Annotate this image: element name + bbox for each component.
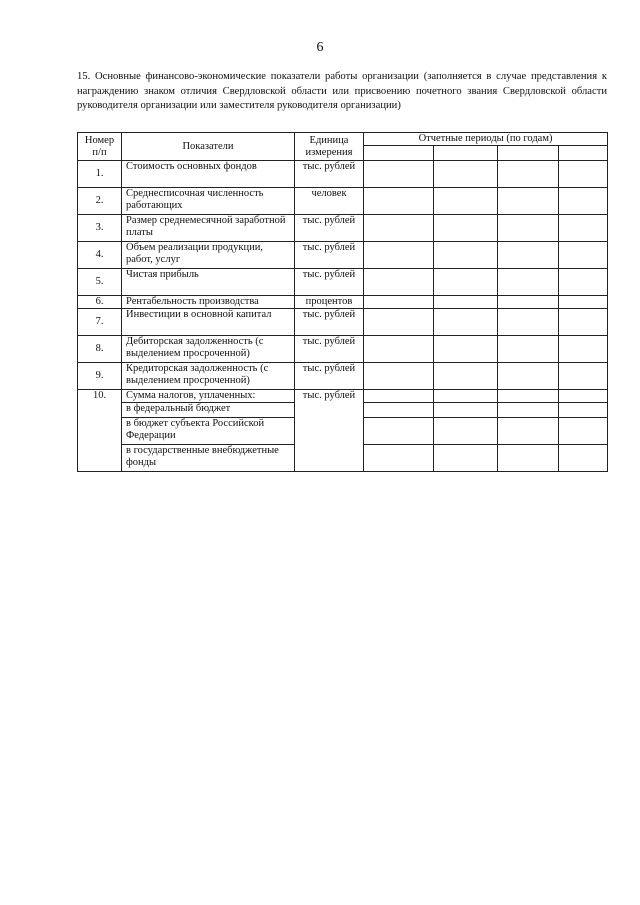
value-cell[interactable] bbox=[364, 242, 434, 269]
value-cell[interactable] bbox=[498, 418, 559, 445]
value-cell[interactable] bbox=[434, 418, 498, 445]
row-number: 2. bbox=[78, 188, 122, 215]
row-number: 1. bbox=[78, 161, 122, 188]
row-indicator: Инвестиции в основной капитал bbox=[122, 309, 295, 336]
value-cell[interactable] bbox=[498, 269, 559, 296]
row-indicator: Рентабельность производства bbox=[122, 296, 295, 309]
value-cell[interactable] bbox=[498, 445, 559, 472]
value-cell[interactable] bbox=[559, 309, 608, 336]
row-unit: тыс. рублей bbox=[295, 269, 364, 296]
value-cell[interactable] bbox=[434, 309, 498, 336]
value-cell[interactable] bbox=[498, 363, 559, 390]
row-indicator: Чистая прибыль bbox=[122, 269, 295, 296]
value-cell[interactable] bbox=[559, 418, 608, 445]
value-cell[interactable] bbox=[364, 188, 434, 215]
value-cell[interactable] bbox=[498, 403, 559, 418]
page-number: 6 bbox=[316, 40, 324, 55]
value-cell[interactable] bbox=[364, 336, 434, 363]
value-cell[interactable] bbox=[434, 269, 498, 296]
table-row bbox=[78, 363, 608, 390]
table-row bbox=[78, 390, 608, 403]
value-cell[interactable] bbox=[498, 161, 559, 188]
table-row bbox=[78, 336, 608, 363]
row-indicator: Стоимость основных фондов bbox=[122, 161, 295, 188]
value-cell[interactable] bbox=[559, 390, 608, 403]
value-cell[interactable] bbox=[559, 161, 608, 188]
value-cell[interactable] bbox=[434, 403, 498, 418]
tax-subitem: в бюджет субъекта Российской Федерации bbox=[122, 418, 295, 445]
tax-subitem: в федеральный бюджет bbox=[122, 403, 295, 418]
row-unit: тыс. рублей bbox=[295, 363, 364, 390]
table-row bbox=[78, 188, 608, 215]
value-cell[interactable] bbox=[559, 445, 608, 472]
row-unit: тыс. рублей bbox=[295, 215, 364, 242]
row-number: 8. bbox=[78, 336, 122, 363]
value-cell[interactable] bbox=[364, 403, 434, 418]
value-cell[interactable] bbox=[559, 363, 608, 390]
tax-subitem: в государственные внебюджетные фонды bbox=[122, 445, 295, 472]
row-unit: тыс. рублей bbox=[295, 161, 364, 188]
table-row bbox=[78, 215, 608, 242]
value-cell[interactable] bbox=[498, 215, 559, 242]
value-cell[interactable] bbox=[364, 390, 434, 403]
value-cell[interactable] bbox=[498, 242, 559, 269]
row-number: 9. bbox=[78, 363, 122, 390]
value-cell[interactable] bbox=[498, 188, 559, 215]
value-cell[interactable] bbox=[434, 390, 498, 403]
value-cell[interactable] bbox=[559, 215, 608, 242]
header-unit: Единица измерения bbox=[295, 133, 364, 161]
value-cell[interactable] bbox=[364, 269, 434, 296]
value-cell[interactable] bbox=[559, 336, 608, 363]
row-number: 7. bbox=[78, 309, 122, 336]
row-indicator: Размер среднемесячной заработной платы bbox=[122, 215, 295, 242]
value-cell[interactable] bbox=[559, 188, 608, 215]
value-cell[interactable] bbox=[434, 296, 498, 309]
indicators-table bbox=[77, 132, 608, 472]
value-cell[interactable] bbox=[434, 215, 498, 242]
table-row bbox=[78, 309, 608, 336]
value-cell[interactable] bbox=[559, 296, 608, 309]
period-cell[interactable] bbox=[434, 146, 498, 161]
value-cell[interactable] bbox=[498, 336, 559, 363]
value-cell[interactable] bbox=[498, 309, 559, 336]
section-intro: 15. Основные финансово-экономические показатели работы организации (заполняется в случае представления к награждению знаком отличия Свердловской области или присвоению почетного звания Свердловской области руководителя организации или заместителя руководителя организации) bbox=[77, 71, 607, 111]
row-number: 5. bbox=[78, 269, 122, 296]
row-unit: процентов bbox=[295, 296, 364, 309]
row-number: 10. bbox=[78, 390, 122, 472]
table-row bbox=[78, 269, 608, 296]
table-row bbox=[78, 161, 608, 188]
header-indicators: Показатели bbox=[122, 133, 295, 161]
value-cell[interactable] bbox=[559, 269, 608, 296]
period-cell[interactable] bbox=[559, 146, 608, 161]
value-cell[interactable] bbox=[364, 418, 434, 445]
row-unit: человек bbox=[295, 188, 364, 215]
table-row bbox=[78, 242, 608, 269]
table-row bbox=[78, 296, 608, 309]
header-periods: Отчетные периоды (по годам) bbox=[364, 133, 608, 146]
value-cell[interactable] bbox=[364, 161, 434, 188]
row-indicator: Объем реализации продукции, работ, услуг bbox=[122, 242, 295, 269]
row-indicator: Кредиторская задолженность (с выделением просроченной) bbox=[122, 363, 295, 390]
value-cell[interactable] bbox=[364, 309, 434, 336]
row-unit: тыс. рублей bbox=[295, 390, 364, 472]
value-cell[interactable] bbox=[498, 390, 559, 403]
row-indicator: Среднесписочная численность работающих bbox=[122, 188, 295, 215]
row-unit: тыс. рублей bbox=[295, 242, 364, 269]
value-cell[interactable] bbox=[434, 242, 498, 269]
value-cell[interactable] bbox=[364, 296, 434, 309]
row-indicator: Сумма налогов, уплаченных: bbox=[122, 390, 295, 403]
value-cell[interactable] bbox=[364, 363, 434, 390]
period-cell[interactable] bbox=[364, 146, 434, 161]
period-cell[interactable] bbox=[498, 146, 559, 161]
row-indicator: Дебиторская задолженность (с выделением просроченной) bbox=[122, 336, 295, 363]
value-cell[interactable] bbox=[434, 161, 498, 188]
value-cell[interactable] bbox=[364, 445, 434, 472]
value-cell[interactable] bbox=[498, 296, 559, 309]
value-cell[interactable] bbox=[434, 188, 498, 215]
value-cell[interactable] bbox=[364, 215, 434, 242]
row-number: 3. bbox=[78, 215, 122, 242]
value-cell[interactable] bbox=[434, 445, 498, 472]
value-cell[interactable] bbox=[559, 242, 608, 269]
row-unit: тыс. рублей bbox=[295, 309, 364, 336]
row-number: 6. bbox=[78, 296, 122, 309]
header-number: Номер п/п bbox=[78, 133, 122, 161]
value-cell[interactable] bbox=[434, 336, 498, 363]
value-cell[interactable] bbox=[559, 403, 608, 418]
row-number: 4. bbox=[78, 242, 122, 269]
value-cell[interactable] bbox=[434, 363, 498, 390]
row-unit: тыс. рублей bbox=[295, 336, 364, 363]
